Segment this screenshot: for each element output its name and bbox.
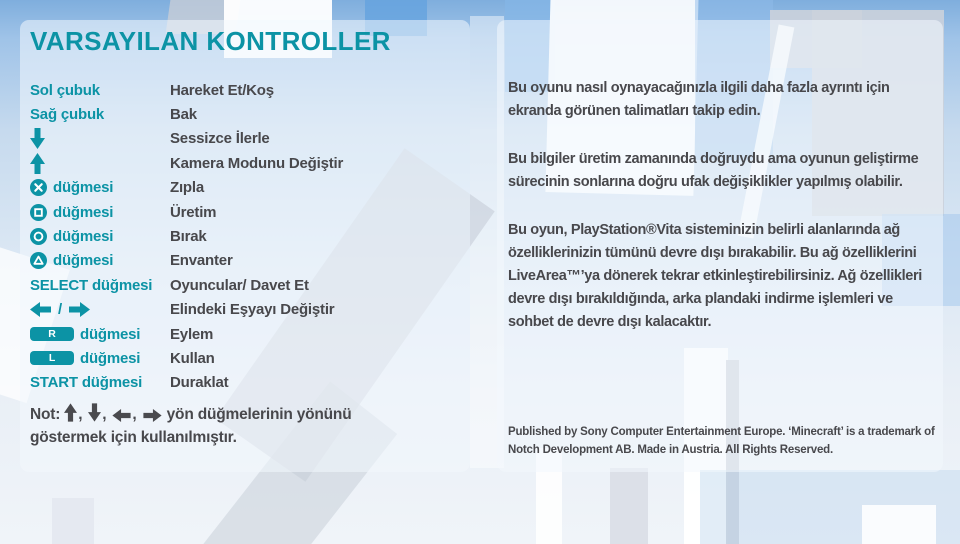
control-row-dpad-left-right (30, 298, 470, 322)
down-arrow-icon (88, 403, 101, 422)
direction-note (30, 403, 375, 449)
dpad-down-arrow-icon (30, 128, 45, 149)
control-action: Bak (170, 106, 197, 124)
control-row-dpad-down (30, 127, 470, 151)
note-comma: , (132, 406, 137, 423)
info-paragraph-1: Bu oyunu nasıl oynayacağınızla ilgili daha fazla ayrıntı için ekranda görünen talimatları takip edin. (508, 80, 890, 119)
control-action: Üretim (170, 203, 217, 221)
button-word: düğmesi (80, 325, 141, 343)
button-word: düğmesi (53, 252, 114, 270)
bg-block (52, 498, 94, 544)
select-button-label: SELECT düğmesi (30, 276, 153, 294)
note-prefix: Not: (30, 406, 61, 423)
control-action: Duraklat (170, 374, 229, 392)
dpad-up-arrow-icon (30, 153, 45, 174)
control-action: Elindeki Eşyayı Değiştir (170, 301, 335, 319)
control-row-dpad-up (30, 151, 470, 175)
control-row-right-stick (30, 102, 470, 126)
info-paragraph-2: Bu bilgiler üretim zamanında doğruydu ama oyunun geliştirme sürecinin sonlarına doğru ufak değişiklikler yapılmış olabilir. (508, 151, 919, 190)
button-word: düğmesi (53, 228, 114, 246)
control-row-left-stick (30, 78, 470, 102)
control-action: Hareket Et/Koş (170, 81, 274, 99)
control-row-cross (30, 176, 470, 200)
bg-block (862, 505, 936, 544)
control-row-triangle (30, 249, 470, 273)
control-action: Zıpla (170, 179, 205, 197)
control-action: Eylem (170, 325, 214, 343)
control-row-l-button (30, 346, 470, 370)
right-stick-label: Sağ çubuk (30, 106, 105, 124)
control-row-start (30, 371, 470, 395)
square-button-icon (30, 204, 47, 221)
right-arrow-icon (143, 409, 162, 422)
button-word: düğmesi (53, 179, 114, 197)
bg-block (610, 468, 648, 544)
r-shoulder-button-icon: R (30, 327, 74, 341)
left-arrow-icon (112, 409, 131, 422)
control-action: Envanter (170, 252, 233, 270)
dpad-right-arrow-icon (69, 302, 90, 317)
l-shoulder-button-icon: L (30, 351, 74, 365)
control-action: Oyuncular/ Davet Et (170, 276, 309, 294)
dpad-left-arrow-icon (30, 302, 51, 317)
button-word: düğmesi (53, 203, 114, 221)
cross-button-icon (30, 179, 47, 196)
left-stick-label: Sol çubuk (30, 81, 100, 99)
control-action: Bırak (170, 228, 207, 246)
control-action: Sessizce İlerle (170, 130, 270, 148)
note-comma: , (102, 406, 107, 423)
control-action: Kamera Modunu Değiştir (170, 154, 344, 172)
legal-text: Published by Sony Computer Entertainment Europe. ‘Minecraft’ is a trademark of Notch Development AB. Made in Austria. All Rights Reserved. (508, 426, 935, 456)
note-comma: , (78, 406, 83, 423)
page-title: VARSAYILAN KONTROLLER (30, 26, 391, 56)
note-text: yön düğmelerinin yönünü göstermek için kullanılmıştır. (30, 406, 352, 446)
info-column (508, 77, 932, 359)
controls-list (30, 78, 470, 395)
button-word: düğmesi (80, 349, 141, 367)
control-action: Kullan (170, 349, 215, 367)
triangle-button-icon (30, 252, 47, 269)
up-arrow-icon (64, 403, 77, 422)
control-row-square (30, 200, 470, 224)
control-row-select (30, 273, 470, 297)
start-button-label: START düğmesi (30, 374, 143, 392)
info-paragraph-3: Bu oyun, PlayStation®Vita sisteminizin belirli alanlarında ağ özelliklerinizin tümünü devre dışı bırakabilir. Bu ağ özelliklerini LiveArea™’ya dönerek tekrar etkinleştirebilirsiniz. Ağ özellikleri devre dışı bırakıldığında, arka plandaki indirme işlemleri ve sohbet de devre dışı kalacaktır. (508, 222, 922, 330)
circle-button-icon (30, 228, 47, 245)
control-row-r-button (30, 322, 470, 346)
slash-separator: / (58, 301, 62, 319)
control-row-circle (30, 224, 470, 248)
